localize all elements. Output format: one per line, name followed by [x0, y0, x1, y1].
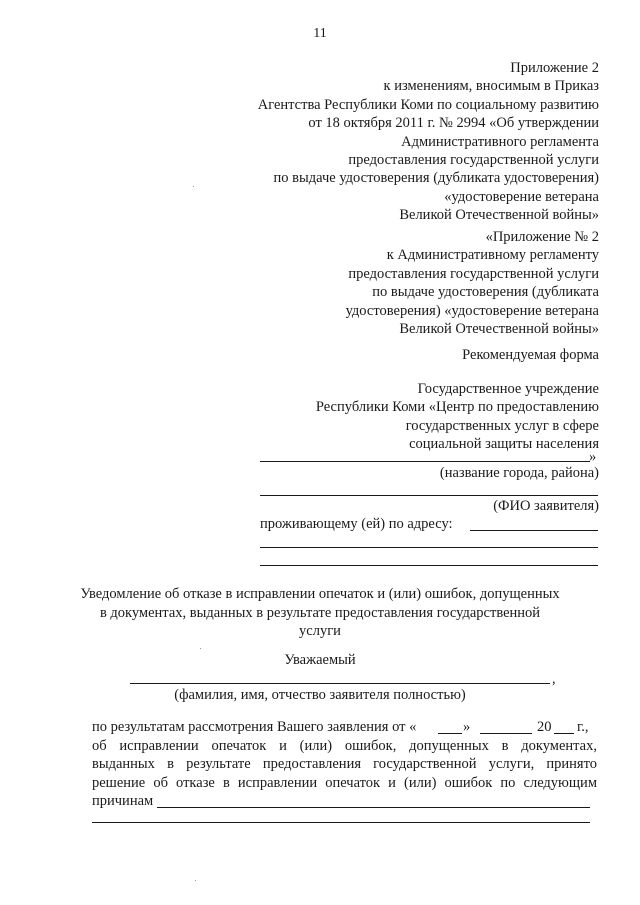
appendix-header — [258, 59, 599, 225]
institution-line: Республики Коми «Центр по предоставлению — [315, 399, 599, 416]
scan-speck — [195, 880, 196, 881]
institution-line: государственных услуг в сфере — [405, 417, 599, 434]
institution-line: социальной защиты населения — [409, 436, 599, 453]
notice-title — [0, 585, 640, 641]
reasons-underline-1[interactable] — [157, 807, 590, 808]
body-line: решение об отказе в исправлении опечаток и (или) ошибок по следующим — [92, 774, 597, 791]
appendix-regulation-line: по выдаче удостоверения (дубликата — [372, 284, 599, 301]
date-month-underline[interactable] — [480, 733, 532, 734]
body-line-1-year: 20 — [537, 719, 552, 735]
appendix-regulation-line: предоставления государственной услуги — [348, 265, 599, 282]
page-number: 11 — [313, 26, 327, 41]
address-label: проживающему (ей) по адресу: — [260, 516, 453, 532]
applicant-name-underline[interactable] — [260, 495, 598, 496]
appendix-header-line: Приложение 2 — [510, 60, 599, 76]
body-line: выданных в результате предоставления государственной услуги, принято — [92, 756, 597, 773]
recommended-form-label — [462, 346, 599, 364]
city-underline[interactable] — [260, 461, 590, 462]
reasons-label: причинам — [92, 793, 154, 809]
body-paragraph — [92, 737, 597, 792]
appendix-regulation-line: к Административному регламенту — [386, 247, 599, 264]
date-day-underline[interactable] — [438, 733, 462, 734]
address-underline-2[interactable] — [260, 547, 598, 548]
appendix-header-line: Великой Отечественной войны» — [399, 207, 599, 224]
address-underline-3[interactable] — [260, 565, 598, 566]
salutation: Уважаемый — [284, 652, 356, 668]
appendix-header-line: Административного регламента — [401, 133, 599, 150]
body-line-1-prefix: по результатам рассмотрения Вашего заявления от « — [92, 719, 417, 735]
salutation-underline[interactable] — [130, 683, 550, 684]
appendix-regulation-line: Великой Отечественной войны» — [399, 321, 599, 338]
body-line-1-mid: » — [463, 719, 471, 735]
appendix-header-line: к изменениям, вносимым в Приказ — [383, 78, 599, 95]
notice-title-line: в документах, выданных в результате предоставления государственной — [99, 604, 541, 621]
scan-speck — [200, 648, 201, 649]
institution-block — [316, 380, 599, 454]
appendix-regulation-line: «Приложение № 2 — [485, 229, 599, 245]
body-line: об исправлении опечаток и (или) ошибок, допущенных в документах, — [92, 738, 597, 754]
applicant-name-caption: (ФИО заявителя) — [493, 498, 599, 514]
recommended-form-text: Рекомендуемая форма — [462, 347, 599, 363]
closing-quote: » — [589, 449, 597, 465]
city-caption: (название города, района) — [439, 465, 599, 481]
address-underline-1[interactable] — [470, 530, 598, 531]
salutation-comma: , — [552, 671, 556, 687]
appendix-header-line: «удостоверение ветерана — [444, 188, 599, 205]
appendix-regulation-line: удостоверения) «удостоверение ветерана — [345, 302, 599, 319]
notice-title-line: услуги — [299, 623, 341, 639]
appendix-regulation — [346, 228, 599, 338]
reasons-underline-2[interactable] — [92, 822, 590, 823]
body-line-1-suffix: г., — [577, 719, 589, 735]
scan-speck — [193, 186, 194, 187]
notice-title-line: Уведомление об отказе в исправлении опечаток и (или) ошибок, допущенных — [80, 586, 560, 602]
date-year-underline[interactable] — [554, 733, 574, 734]
appendix-header-line: Агентства Республики Коми по социальному развитию — [257, 96, 599, 113]
appendix-header-line: предоставления государственной услуги — [348, 152, 599, 169]
salutation-caption: (фамилия, имя, отчество заявителя полностью) — [174, 687, 466, 703]
institution-line: Государственное учреждение — [417, 381, 599, 397]
appendix-header-line: от 18 октября 2011 г. № 2994 «Об утверждении — [308, 115, 599, 132]
appendix-header-line: по выдаче удостоверения (дубликата удостоверения) — [273, 170, 599, 187]
